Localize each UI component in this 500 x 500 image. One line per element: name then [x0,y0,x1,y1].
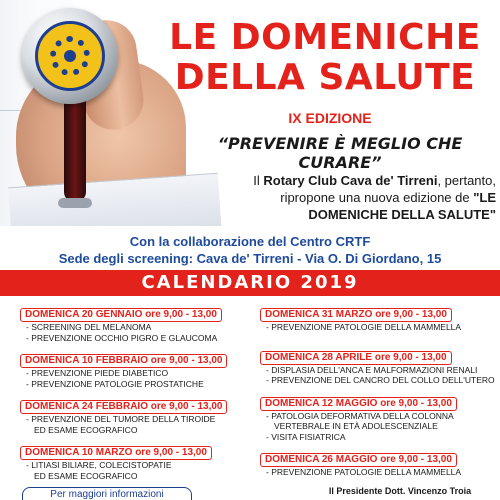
event-item: - SCREENING DEL MELANOMA [26,322,152,332]
intro-text: Il Rotary Club Cava de' Tirreni, pertanto, ripropone una nuova edizione de "LE DOMENICHE DELLA SALUTE" [253,173,496,222]
event-date-badge: DOMENICA 10 MARZO ore 9,00 - 13,00 [20,446,212,460]
event-item: - VISITA FISIATRICA [266,431,346,442]
stethoscope-tube [64,92,86,202]
rotary-wheel-icon [35,21,105,91]
edition-label: IX EDIZIONE [288,110,372,126]
event-entry [260,304,492,333]
event-entry [260,347,495,386]
more-info-box: Per maggiori informazioni [22,487,192,500]
event-item: - PATOLOGIA DEFORMATIVA DELLA COLONNA [266,410,454,421]
venue-line: Sede degli screening: Cava de' Tirreni - Via O. Di Giordano, 15 [58,251,442,266]
event-entry [20,350,252,389]
event-date-badge: DOMENICA 31 MARZO ore 9,00 - 13,00 [260,308,452,322]
event-item: - LITIASI BILIARE, COLECISTOPATIE [26,460,172,470]
title-line-2: DELLA SALUTE [174,57,476,98]
event-item: - PREVENZIONE PATOLOGIE DELLA MAMMELLA [266,322,462,332]
title-line-1: LE DOMENICHE [169,17,481,58]
slogan: “PREVENIRE È MEGLIO CHE CURARE” [217,134,463,172]
event-entry [260,449,492,478]
event-item: - PREVENZIONE PATOLOGIE DELLA MAMMELLA [266,467,462,477]
event-entry [20,304,252,343]
event-date-badge: DOMENICA 12 MAGGIO ore 9,00 - 13,00 [260,397,457,411]
event-date-badge: DOMENICA 20 GENNAIO ore 9,00 - 13,00 [20,308,222,322]
event-entry [20,396,252,435]
club-name: Rotary Club Cava de' Tirreni [263,173,438,188]
event-entry [20,442,252,481]
calendar-left-column [20,304,252,488]
event-date-badge: DOMENICA 26 MAGGIO ore 9,00 - 13,00 [260,453,457,467]
event-item: - PREVENZIONE DEL CANCRO DEL COLLO DELL'UTERO [266,375,495,385]
collaboration-info [0,233,500,267]
event-item: - PREVENZIONE PATOLOGIE PROSTATICHE [26,378,204,389]
event-name-quote: "LE DOMENICHE DELLA SALUTE" [308,190,496,222]
collaboration-line: Con la collaborazione del Centro CRTF [129,234,371,249]
event-date-badge: DOMENICA 28 APRILE ore 9,00 - 13,00 [260,351,452,365]
event-item: VERTEBRALE IN ETÀ ADOLESCENZIALE [274,421,438,431]
calendar-title: CALENDARIO 2019 [0,270,500,296]
event-date-badge: DOMENICA 10 FEBBRAIO ore 9,00 - 13,00 [20,354,227,368]
event-item: - PREVENZIONE DEL TUMORE DELLA TIROIDE [26,414,216,424]
page-title [150,18,500,98]
event-item: ED ESAME ECOGRAFICO [34,470,138,481]
hero-banner [0,0,500,226]
event-item: - PREVENZIONE OCCHIO PIGRO E GLAUCOMA [26,332,218,343]
event-entry [260,393,492,443]
event-date-badge: DOMENICA 24 FEBBRAIO ore 9,00 - 13,00 [20,400,227,414]
event-item: ED ESAME ECOGRAFICO [34,424,138,435]
calendar-right-column [260,304,495,485]
president-signature: Il Presidente Dott. Vincenzo Troia [328,486,472,496]
event-item: - DISPLASIA DELL'ANCA E MALFORMAZIONI RENALI [266,364,478,375]
event-item: - PREVENZIONE PIEDE DIABETICO [26,368,169,378]
